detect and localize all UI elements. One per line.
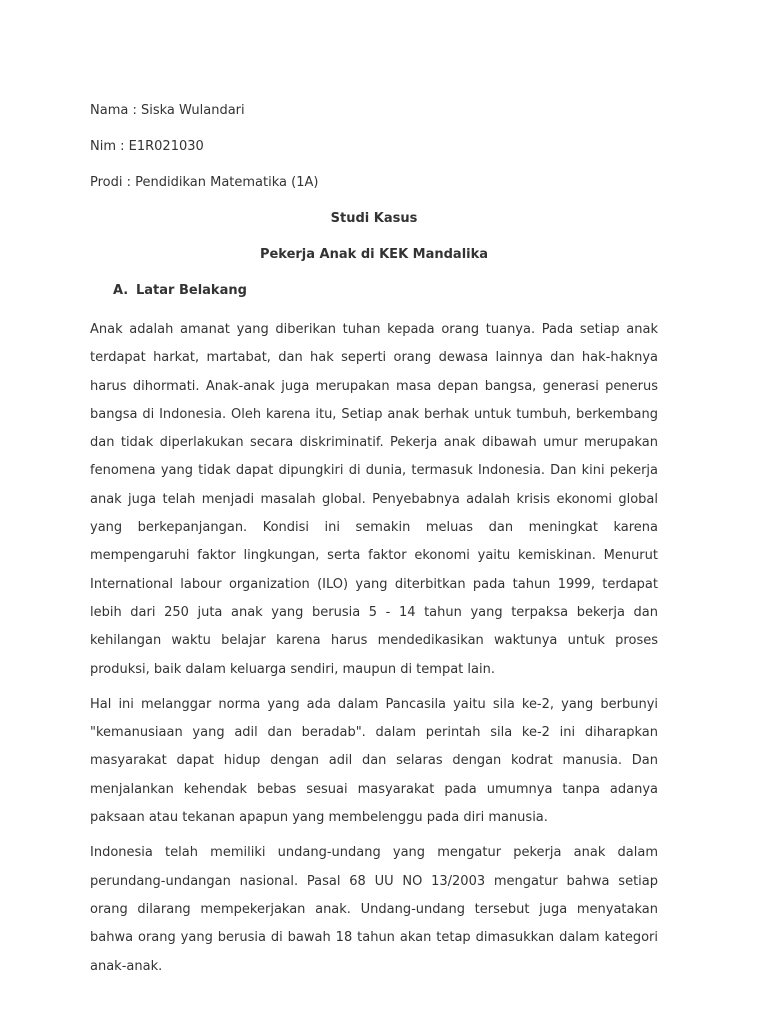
- student-name: Nama : Siska Wulandari: [90, 103, 245, 118]
- section-heading: [90, 280, 658, 316]
- student-nim: Nim : E1R021030: [90, 139, 204, 154]
- study-program: Prodi : Pendidikan Matematika (1A): [90, 175, 319, 190]
- document-topic-title: Pekerja Anak di KEK Mandalika: [259, 247, 489, 262]
- paragraph-3: Indonesia telah memiliki undang-undang yang mengatur pekerja anak dalam perundang-undangan nasional. Pasal 68 UU NO 13/2003 mengatur bahwa setiap orang dilarang mempekerjakan anak. Undang-undang tersebut juga menyatakan bahwa orang yang berusia di bawah 18 tahun akan tetap dimasukkan dalam kategori anak-anak.: [90, 845, 658, 974]
- paragraph-1: Anak adalah amanat yang diberikan tuhan kepada orang tuanya. Pada setiap anak terdapat harkat, martabat, dan hak seperti orang dewasa lainnya dan hak-haknya harus dihormati. Anak-anak juga merupakan masa depan bangsa, generasi penerus bangsa di Indonesia. Oleh karena itu, Setiap anak berhak untuk tumbuh, berkembang dan tidak diperlakukan secara diskriminatif. Pekerja anak dibawah umur merupakan fenomena yang tidak dapat dipungkiri di dunia, termasuk Indonesia. Dan kini pekerja anak juga telah menjadi masalah global. Penyebabnya adalah krisis ekonomi global yang berkepanjangan. Kondisi ini semakin meluas dan meningkat karena mempengaruhi faktor lingkungan, serta faktor ekonomi yaitu kemiskinan. Menurut International labour organization (ILO) yang diterbitkan pada tahun 1999, terdapat lebih dari 250 juta anak yang berusia 5 - 14 tahun yang terpaksa bekerja dan kehilangan waktu belajar karena harus mendedikasikan waktunya untuk proses produksi, baik dalam keluarga sendiri, maupun di tempat lain.: [90, 322, 658, 677]
- document-type-title: Studi Kasus: [330, 211, 418, 226]
- section-title: Latar Belakang: [136, 283, 247, 298]
- document-page: [90, 100, 658, 988]
- paragraph-2: Hal ini melanggar norma yang ada dalam Pancasila yaitu sila ke-2, yang berbunyi "kemanusiaan yang adil dan beradab". dalam perintah sila ke-2 ini diharapkan masyarakat dapat hidup dengan adil dan selaras dengan kodrat manusia. Dan menjalankan kehendak bebas sesuai masyarakat pada umumnya tanpa adanya paksaan atau tekanan apapun yang membelenggu pada diri manusia.: [90, 696, 658, 826]
- section-marker: A.: [113, 283, 129, 298]
